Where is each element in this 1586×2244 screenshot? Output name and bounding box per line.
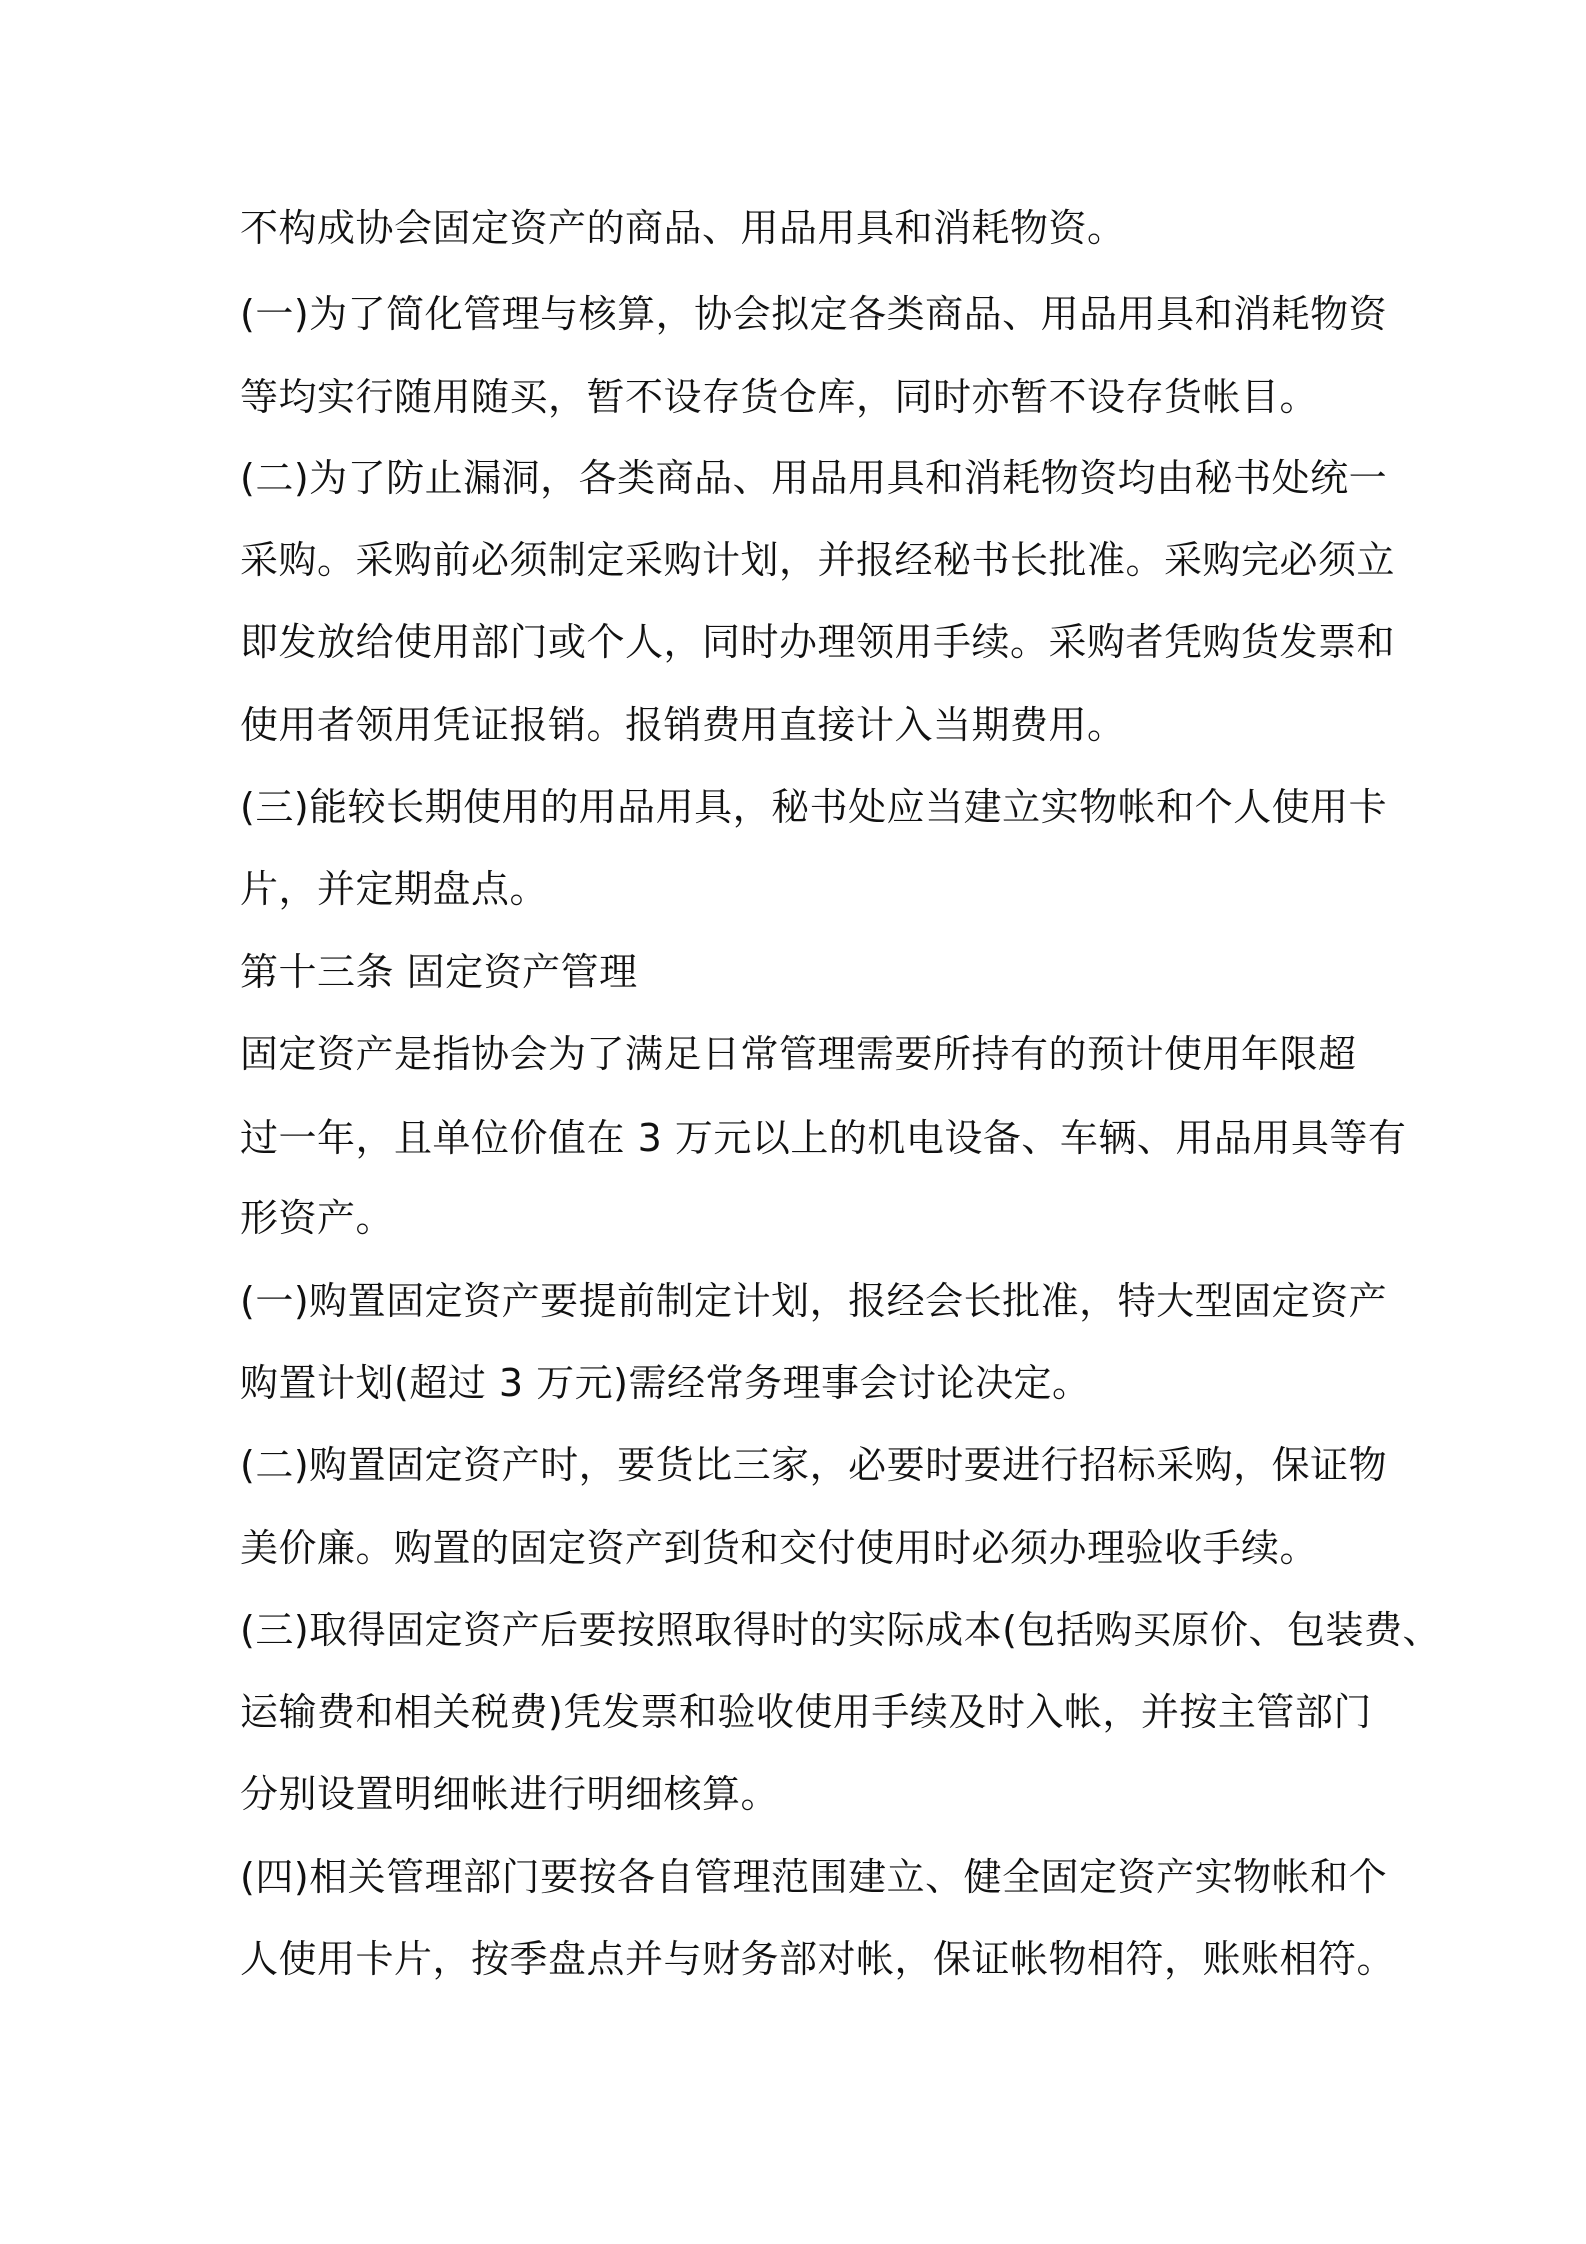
text-line: 人使用卡片，按季盘点并与财务部对帐，保证帐物相符，账账相符。 — [240, 1937, 1396, 1981]
text-line: 不构成协会固定资产的商品、用品用具和消耗物资。 — [240, 206, 1126, 250]
text-line: 美价廉。购置的固定资产到货和交付使用时必须办理验收手续。 — [240, 1526, 1319, 1570]
text-line: 购置计划(超过 3 万元)需经常务理事会讨论决定。 — [240, 1361, 1091, 1405]
text-line: (三)能较长期使用的用品用具，秘书处应当建立实物帐和个人使用卡 — [240, 785, 1388, 829]
text-line: 分别设置明细帐进行明细核算。 — [240, 1772, 780, 1816]
text-line: 采购。采购前必须制定采购计划，并报经秘书长批准。采购完必须立 — [240, 538, 1396, 582]
text-line: 使用者领用凭证报销。报销费用直接计入当期费用。 — [240, 703, 1126, 747]
text-line: 即发放给使用部门或个人，同时办理领用手续。采购者凭购货发票和 — [240, 620, 1396, 664]
text-line: 形资产。 — [240, 1196, 395, 1240]
text-line: (二)购置固定资产时，要货比三家，必要时要进行招标采购，保证物 — [240, 1443, 1388, 1487]
text-line: 固定资产是指协会为了满足日常管理需要所持有的预计使用年限超 — [240, 1032, 1357, 1076]
text-line: (三)取得固定资产后要按照取得时的实际成本(包括购买原价、包装费、 — [240, 1608, 1441, 1652]
text-line: (一)为了简化管理与核算，协会拟定各类商品、用品用具和消耗物资 — [240, 292, 1388, 336]
text-line: (四)相关管理部门要按各自管理范围建立、健全固定资产实物帐和个 — [240, 1855, 1388, 1899]
text-line: 片，并定期盘点。 — [240, 867, 549, 911]
text-line: (一)购置固定资产要提前制定计划，报经会长批准，特大型固定资产 — [240, 1279, 1388, 1323]
text-line: 运输费和相关税费)凭发票和验收使用手续及时入帐，并按主管部门 — [240, 1690, 1372, 1734]
text-line: 等均实行随用随买，暂不设存货仓库，同时亦暂不设存货帐目。 — [240, 375, 1319, 419]
section-heading: 第十三条 固定资产管理 — [240, 950, 638, 994]
text-line: 过一年，且单位价值在 3 万元以上的机电设备、车辆、用品用具等有 — [240, 1116, 1407, 1160]
text-line: (二)为了防止漏洞，各类商品、用品用具和消耗物资均由秘书处统一 — [240, 456, 1388, 500]
